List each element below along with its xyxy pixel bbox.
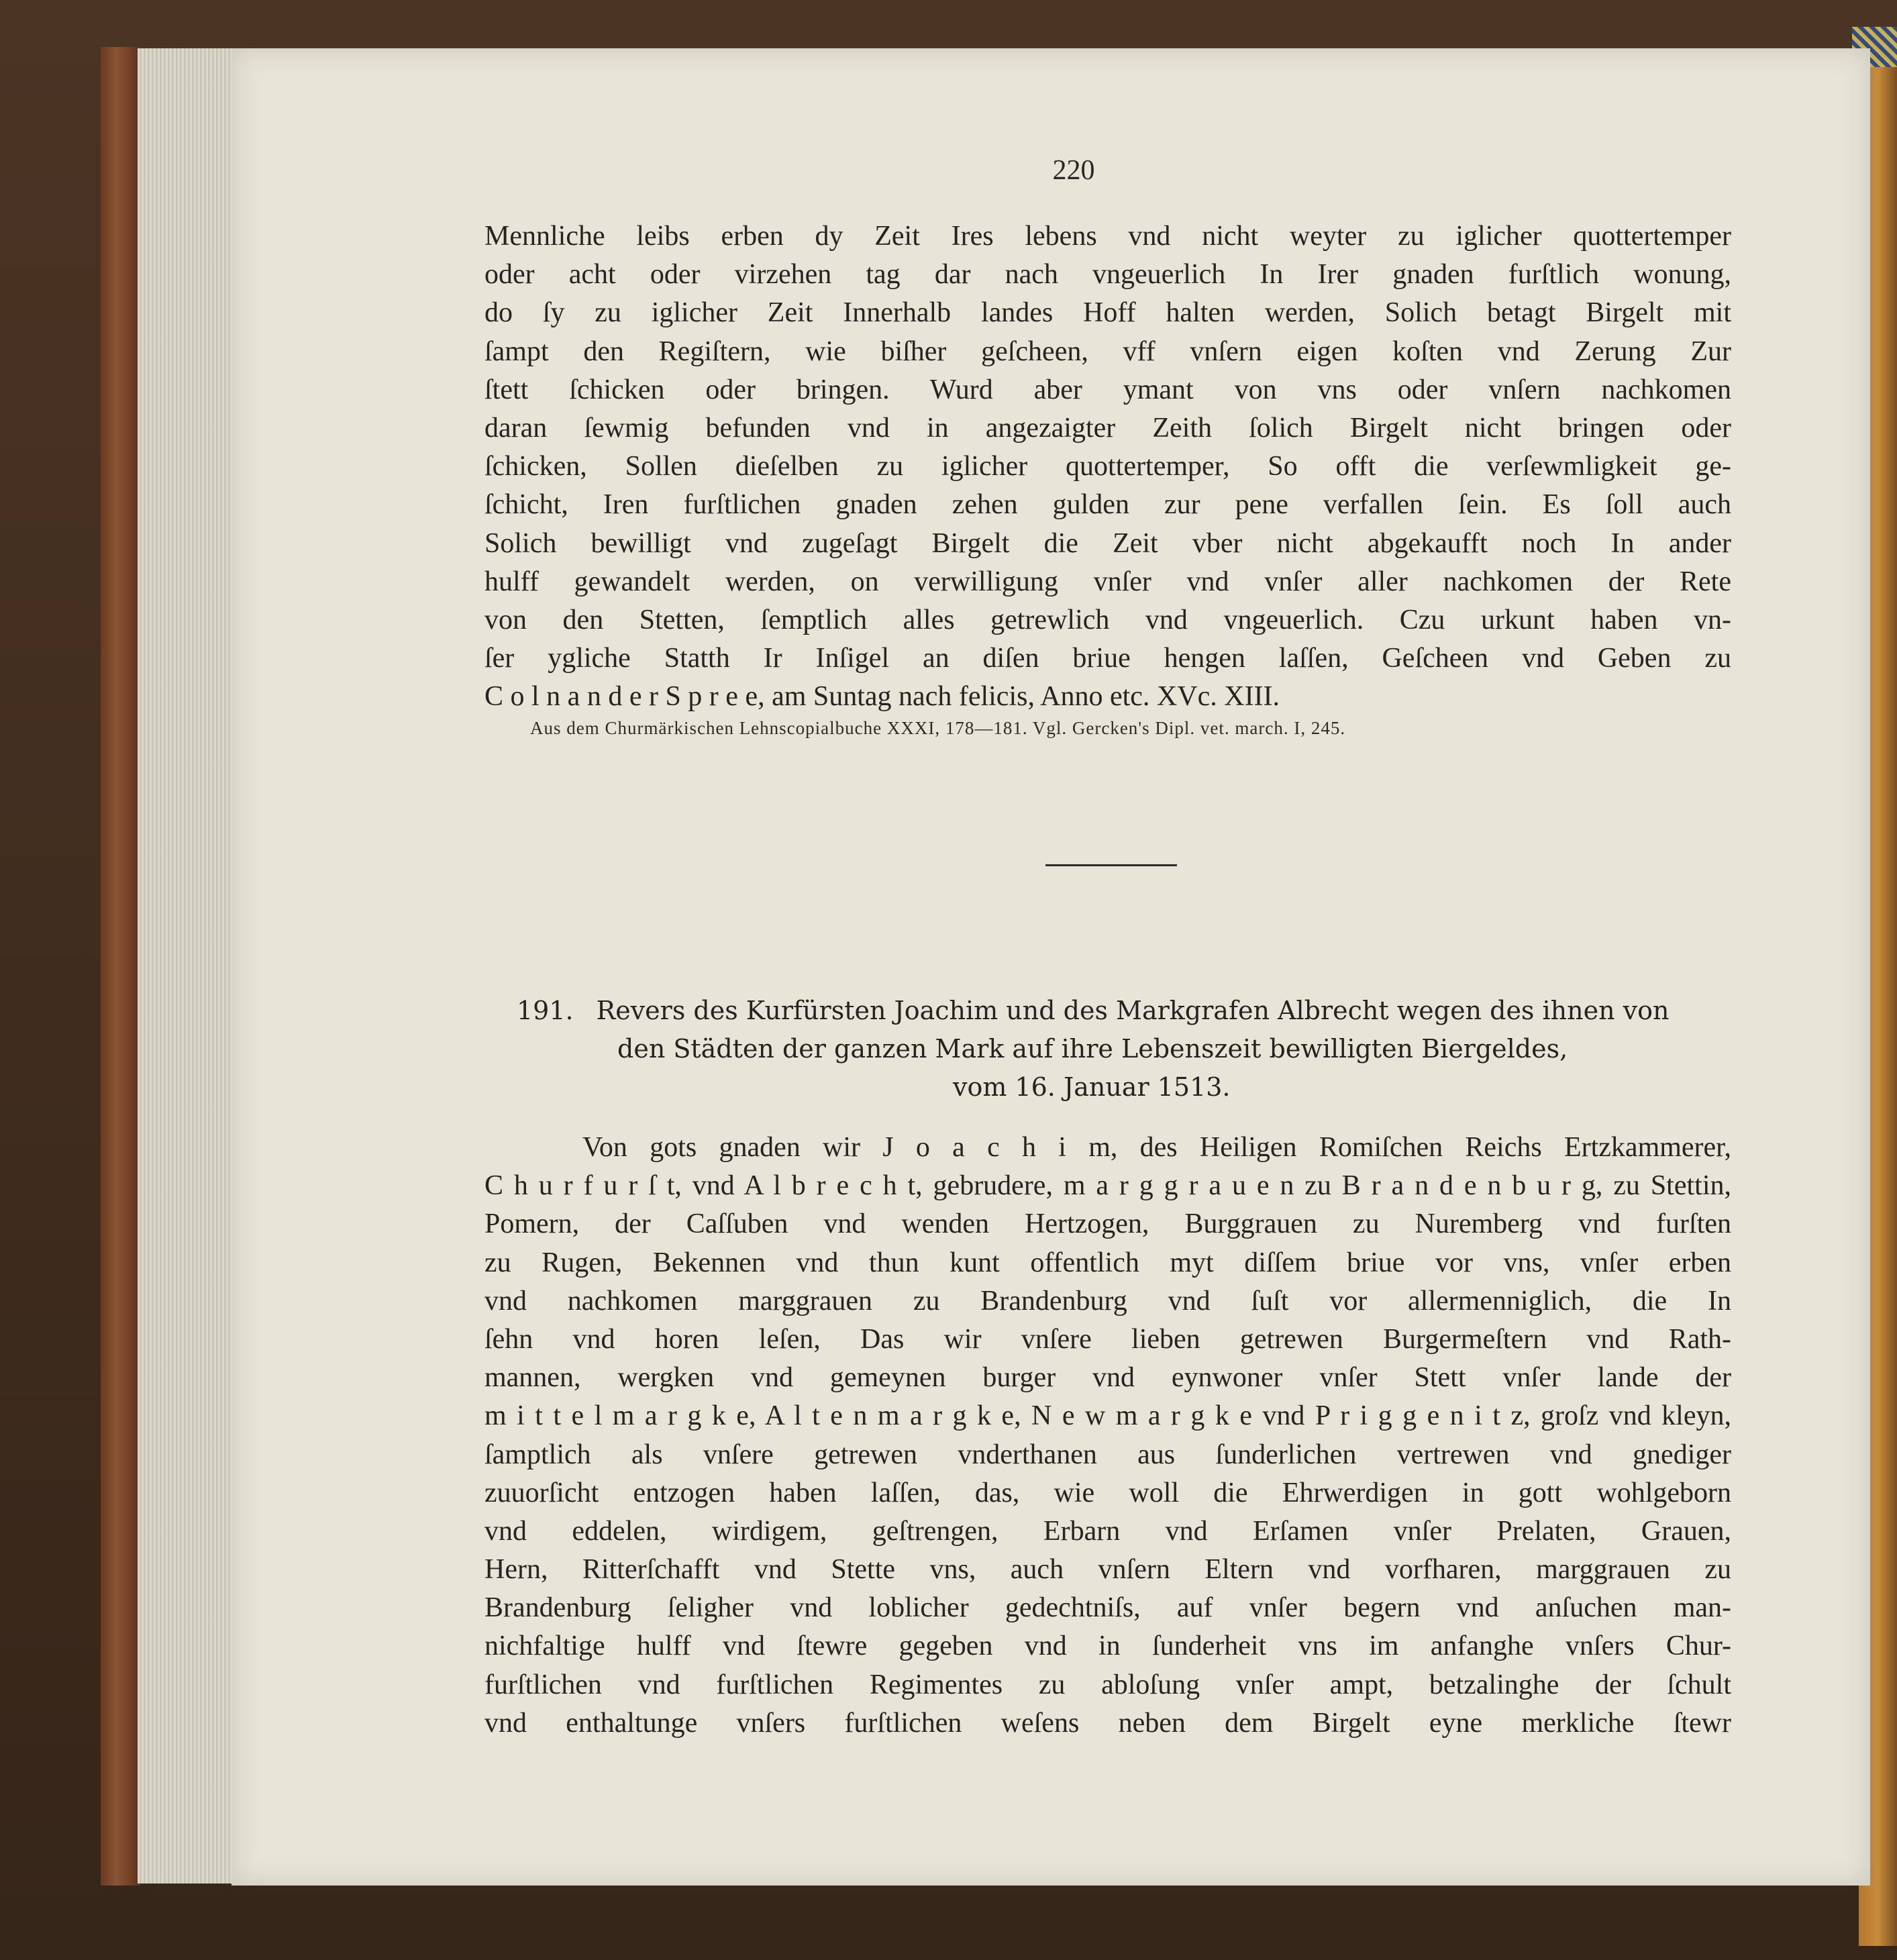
section-divider [1045,864,1177,866]
page-number: 220 [1052,155,1095,186]
text-line: daran ſewmig befunden vnd in angezaigter Zeith ſolich Birgelt nicht bringen oder [484,412,1731,444]
text-line: Hern, Ritterſchafft vnd Stette vns, auch vnſern Eltern vnd vorfharen, marggrauen zu [484,1554,1731,1586]
text-line: ſehn vnd horen leſen, Das wir vnſere lieben getrewen Burgermeſtern vnd Rath- [484,1323,1731,1355]
document-paragraph [484,1129,1731,1743]
text-line: ſer ygliche Statth Ir Inſigel an diſen briue hengen laſſen, Geſcheen vnd Geben zu [484,643,1731,674]
heading-line-1 [517,992,1731,1030]
page-stack-edges [138,48,235,1884]
text-line: Solich bewilligt vnd zugeſagt Birgelt die Zeit vber nicht abgekaufft noch In ander [484,527,1731,559]
text-line: oder acht oder virzehen tag dar nach vngeuerlich In Irer gnaden furſtlich wonung, [484,259,1731,291]
text-line: zuuorſicht entzogen haben laſſen, das, wie woll die Ehrwerdigen in gott wohlgeborn [484,1477,1731,1508]
text-line: m i t t e l m a r g k e, A l t e n m a r g k e, N e w m a r g k e vnd P r i g g e n i t z, groſz vnd kleyn, [484,1400,1731,1432]
text-line: hulff gewandelt werden, on verwilligung vnſer vnd vnſer aller nachkomen der Rete [484,566,1731,597]
text-line: ſchicken, Sollen dieſelben zu iglicher quottertemper, So offt die verſewmligkeit ge- [484,451,1731,482]
text-line: ſtett ſchicken oder bringen. Wurd aber ymant von vns oder vnſern nachkomen [484,374,1731,405]
text-line: ſampt den Regiſtern, wie biſher geſcheen, vff vnſern eigen koſten vnd Zerung Zur [484,336,1731,367]
text-line: C o l n a n d e r S p r e e, am Suntag nach felicis, Anno etc. XVc. XIII. [484,681,1280,713]
continuation-paragraph [484,217,1731,716]
document-number: 191. [517,996,574,1025]
text-line: Brandenburg ſeligher vnd loblicher gedechtniſs, auf vnſer begern vnd anſuchen man- [484,1592,1731,1624]
heading-line-2: den Städten der ganzen Mark auf ihre Lebenszeit bewilligten Biergeldes, [617,1034,1568,1064]
text-line: vnd enthaltunge vnſers furſtlichen weſens neben dem Birgelt eyne merkliche ſtewr [484,1707,1731,1739]
book-cover-edge [101,47,141,1886]
text-line: vnd eddelen, wirdigem, geſtrengen, Erbarn vnd Erſamen vnſer Prelaten, Grauen, [484,1515,1731,1547]
text-line: mannen, wergken vnd gemeynen burger vnd eynwoner vnſer Stett vnſer lande der [484,1362,1731,1394]
text-line: nichfaltige hulff vnd ſtewre gegeben vnd in ſunderheit vns im anfanghe vnſers Chur- [484,1631,1731,1662]
heading-line-3: vom 16. Januar 1513. [953,1072,1231,1102]
text-line: Mennliche leibs erben dy Zeit Ires lebens vnd nicht weyter zu iglicher quottertemper [484,221,1731,252]
text-line: C h u r f u r ſ t, vnd A l b r e c h t, gebrudere, m a r g g r a u e n zu B r a n d e n b u r g, zu Stettin, [484,1170,1731,1202]
text-line: zu Rugen, Bekennen vnd thun kunt offentlich myt diſſem briue vor vns, vnſer erben [484,1247,1731,1278]
text-line: Von gots gnaden wir J o a c h i m, des Heiligen Romiſchen Reichs Ertzkammerer, [582,1132,1731,1163]
text-line: ſamptlich als vnſere getrewen vnderthanen aus ſunderlichen vertrewen vnd gnediger [484,1439,1731,1470]
text-line: do ſy zu iglicher Zeit Innerhalb landes Hoff halten werden, Solich betagt Birgelt mit [484,297,1731,329]
text-line: Pomern, der Caſſuben vnd wenden Hertzogen, Burggrauen zu Nuremberg vnd furſten [484,1208,1731,1240]
source-note: Aus dem Churmärkischen Lehnscopialbuche XXXI, 178—181. Vgl. Gercken's Dipl. vet. march. I, 245. [530,718,1346,738]
text-line: furſtlichen vnd furſtlichen Regimentes zu abloſung vnſer ampt, betzalinghe der ſchult [484,1669,1731,1700]
text-line: ſchicht, Iren furſtlichen gnaden zehen gulden zur pene verfallen ſein. Es ſoll auch [484,489,1731,521]
text-line: von den Stetten, ſemptlich alles getrewlich vnd vngeuerlich. Czu urkunt haben vn- [484,604,1731,635]
document-heading [517,992,1731,1106]
heading-text: Revers des Kurfürsten Joachim und des Markgrafen Albrecht wegen des ihnen von [596,996,1670,1025]
text-line: vnd nachkomen marggrauen zu Brandenburg vnd ſuſt vor allermenniglich, die In [484,1285,1731,1317]
